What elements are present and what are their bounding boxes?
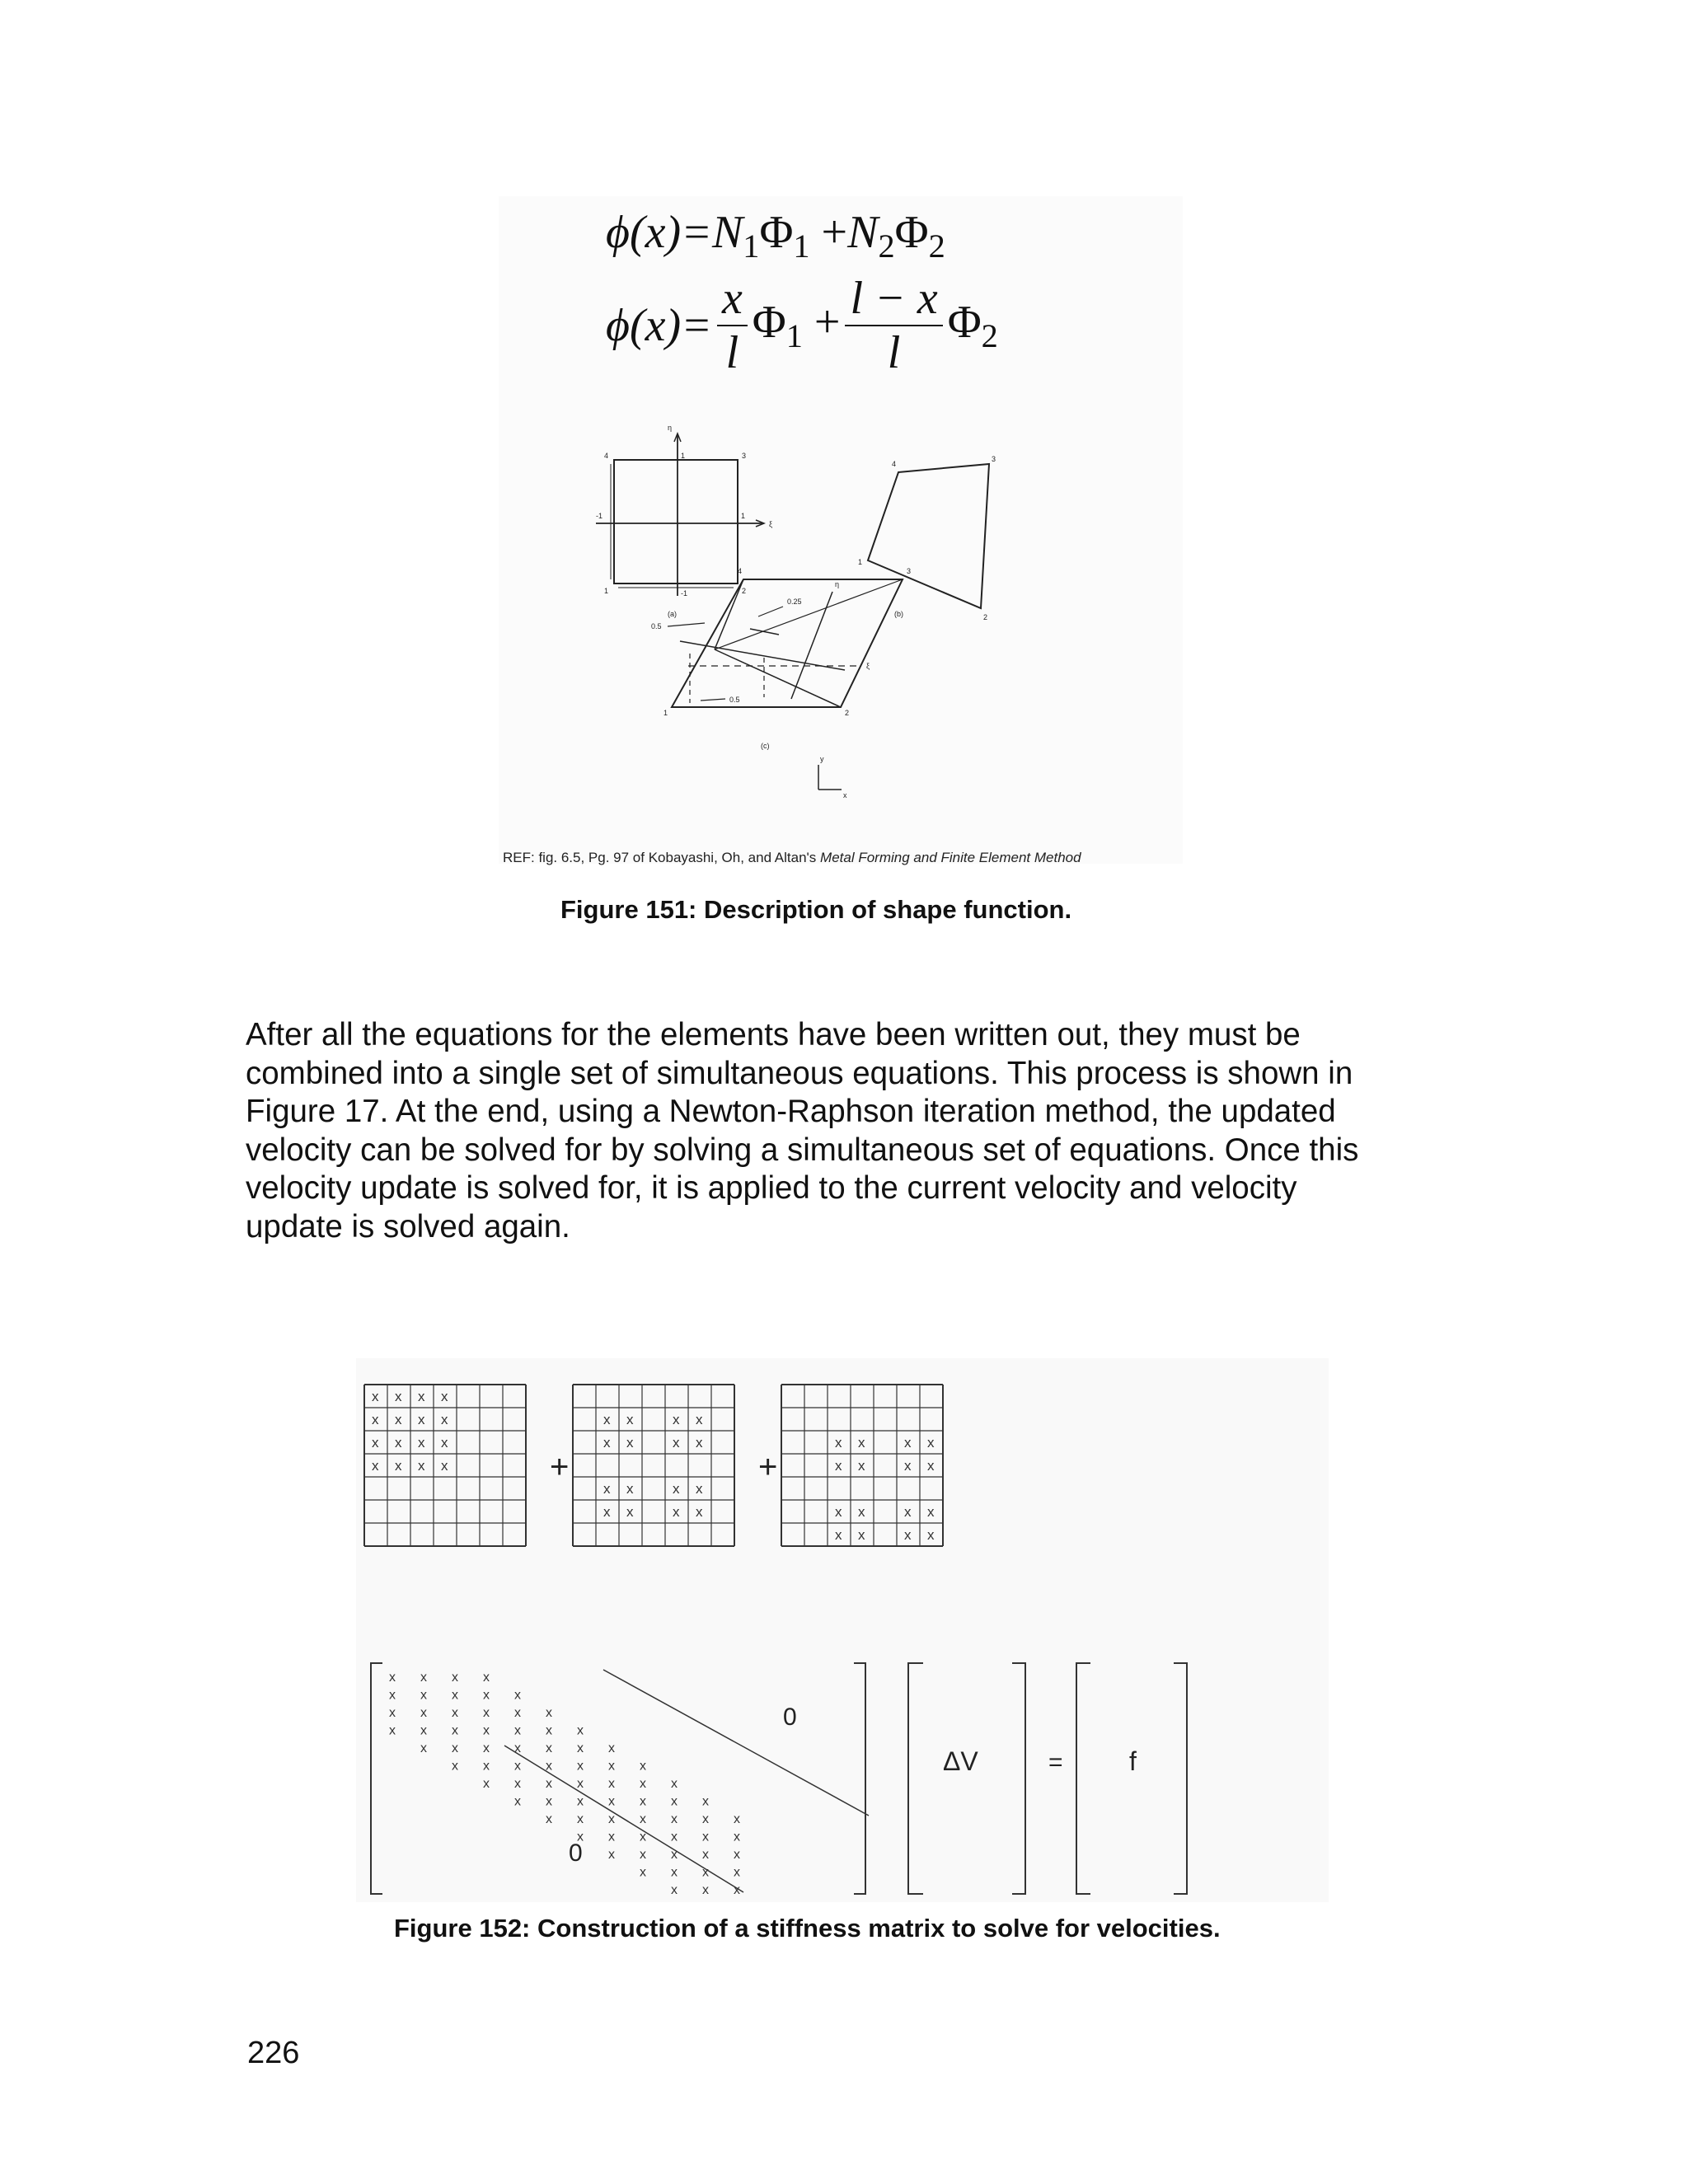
diagram-c-node-3: 3	[907, 567, 912, 575]
diagram-c-node-2: 2	[845, 709, 850, 717]
global-matrix-entry: x	[577, 1777, 584, 1791]
eq2-phi1-sub: 1	[785, 317, 803, 355]
global-matrix-entry: x	[514, 1706, 521, 1720]
global-matrix-entry: x	[483, 1741, 490, 1755]
matrix-entry: x	[858, 1435, 865, 1451]
reference-book-title: Metal Forming and Finite Element Method	[820, 850, 1081, 865]
global-matrix-entry: x	[546, 1794, 552, 1809]
global-matrix-entry: x	[483, 1777, 490, 1791]
diagram-c-value-0-25: 0.25	[787, 598, 802, 606]
matrix-entry: x	[858, 1504, 865, 1520]
global-matrix-right-bracket	[854, 1663, 865, 1894]
global-matrix-entry: x	[483, 1723, 490, 1738]
paragraph-line-4: velocity can be solved for by solving a simultaneous set of equations. Once this	[246, 1132, 1359, 1168]
global-matrix-entry: x	[420, 1706, 427, 1720]
equation-2	[606, 275, 998, 376]
matrix-entry: x	[603, 1412, 611, 1427]
matrix-entry: x	[673, 1412, 680, 1427]
matrix-entry: x	[835, 1458, 842, 1474]
eq1-plus: +	[821, 207, 848, 258]
global-matrix-entry: x	[514, 1794, 521, 1809]
matrix-entry: x	[696, 1412, 703, 1427]
shape-function-diagrams	[499, 419, 1183, 855]
matrix-entry: x	[372, 1389, 379, 1404]
element-matrix-2	[573, 1385, 734, 1546]
diagram-a-neg1-x: -1	[596, 512, 603, 520]
global-matrix-entry: x	[608, 1759, 615, 1774]
global-matrix-entry: x	[640, 1865, 646, 1880]
global-matrix-entry: x	[389, 1723, 396, 1738]
global-matrix-entry: x	[702, 1883, 709, 1897]
global-matrix-entry: x	[671, 1812, 678, 1826]
global-matrix-entry: x	[577, 1759, 584, 1774]
global-matrix-entry: x	[452, 1759, 458, 1774]
global-matrix-entry: x	[671, 1777, 678, 1791]
global-matrix-entry: x	[702, 1848, 709, 1862]
matrix-entry: x	[372, 1435, 379, 1451]
global-matrix-entry: x	[483, 1706, 490, 1720]
matrix-entry: x	[858, 1458, 865, 1474]
matrix-entry: x	[441, 1458, 448, 1474]
matrix-entry: x	[418, 1435, 425, 1451]
global-matrix-entry: x	[734, 1830, 740, 1844]
plus-sign-2: +	[758, 1449, 778, 1485]
element-matrix-3	[781, 1385, 943, 1546]
element-matrix-1	[364, 1385, 526, 1546]
global-matrix-entry: x	[702, 1865, 709, 1880]
matrix-entry: x	[395, 1435, 402, 1451]
paragraph-line-6: update is solved again.	[246, 1208, 570, 1244]
upper-band-diagonal	[603, 1670, 869, 1816]
global-matrix-entry: x	[640, 1794, 646, 1809]
global-matrix-entry: x	[577, 1794, 584, 1809]
eq2-phi2: Φ	[947, 296, 982, 348]
matrix-entry: x	[441, 1389, 448, 1404]
diagram-a-node-1: 1	[604, 587, 609, 595]
diagram-c-node-1: 1	[663, 709, 668, 717]
diagram-c-eta-label: η	[835, 580, 840, 588]
matrix-entry: x	[418, 1412, 425, 1427]
f-left-bracket	[1076, 1663, 1090, 1894]
diagram-c-eta-axis	[791, 592, 832, 699]
matrix-entry: x	[904, 1458, 912, 1474]
global-matrix-entry: x	[420, 1723, 427, 1738]
diagram-b-y-label: y	[820, 755, 824, 763]
global-matrix-entry: x	[389, 1688, 396, 1703]
matrix-entry: x	[626, 1481, 634, 1497]
global-matrix-entry: x	[389, 1706, 396, 1720]
diagram-c-value-0-5-left: 0.5	[651, 622, 662, 630]
matrix-entry: x	[904, 1504, 912, 1520]
matrix-entry: x	[626, 1504, 634, 1520]
global-matrix-entry: x	[734, 1865, 740, 1880]
matrix-entry: x	[395, 1389, 402, 1404]
matrix-entry: x	[927, 1527, 935, 1543]
diagram-b-node-1: 1	[858, 558, 863, 566]
global-matrix-entry: x	[577, 1723, 584, 1738]
eq1-n2-sub: 2	[878, 227, 895, 265]
diagram-a-pos1-y: 1	[681, 452, 686, 460]
diagram-a-pos1-x: 1	[741, 512, 746, 520]
matrix-entry: x	[441, 1412, 448, 1427]
global-matrix-entry: x	[702, 1794, 709, 1809]
global-matrix-entry: x	[671, 1830, 678, 1844]
matrix-entry: x	[835, 1527, 842, 1543]
diagram-b-x-label: x	[843, 791, 847, 799]
global-matrix-entry: x	[608, 1794, 615, 1809]
matrix-entry: x	[927, 1458, 935, 1474]
diagram-c-node-4: 4	[738, 567, 743, 575]
figure-151-reference	[503, 850, 1081, 866]
diagram-a-label: (a)	[668, 610, 677, 618]
global-matrix-entry: x	[640, 1759, 646, 1774]
diagram-c-xi-label: ξ	[866, 662, 870, 670]
global-matrix-entry: x	[546, 1741, 552, 1755]
matrix-entry: x	[927, 1504, 935, 1520]
equals-sign: =	[1048, 1749, 1063, 1776]
global-matrix-entry: x	[514, 1723, 521, 1738]
global-matrix-entry: x	[546, 1812, 552, 1826]
global-matrix-entry: x	[452, 1741, 458, 1755]
figure-152	[356, 1358, 1329, 1902]
diagram-b-quadrilateral	[868, 464, 989, 608]
upper-zero-label: 0	[783, 1704, 797, 1731]
global-matrix-entry: x	[452, 1706, 458, 1720]
matrix-entry: x	[603, 1504, 611, 1520]
eq2-phi1: Φ	[752, 296, 786, 348]
global-matrix-entry: x	[452, 1723, 458, 1738]
figure-152-caption: Figure 152: Construction of a stiffness matrix to solve for velocities.	[394, 1914, 1221, 1943]
eq2-fraction-1	[717, 275, 748, 376]
matrix-entry: x	[441, 1435, 448, 1451]
equation-1	[606, 206, 945, 265]
matrix-entry: x	[835, 1504, 842, 1520]
paragraph-line-5: velocity update is solved for, it is applied to the current velocity and velocity	[246, 1170, 1297, 1206]
eq1-phi1: Φ	[759, 207, 794, 258]
matrix-entry: x	[673, 1435, 680, 1451]
diagram-a-node-2: 2	[742, 587, 747, 595]
eq1-n2: N	[847, 207, 879, 258]
matrix-entry: x	[835, 1435, 842, 1451]
global-matrix-entry: x	[702, 1812, 709, 1826]
matrix-entry: x	[603, 1481, 611, 1497]
global-matrix-entry: x	[420, 1741, 427, 1755]
paragraph-line-2: combined into a single set of simultaneous equations. This process is shown in	[246, 1055, 1353, 1091]
matrix-entry: x	[904, 1527, 912, 1543]
eq2-num2: l − x	[845, 275, 942, 326]
diagram-c-label: (c)	[761, 742, 770, 750]
global-matrix-entry: x	[420, 1671, 427, 1685]
matrix-entry: x	[418, 1458, 425, 1474]
lower-zero-label: 0	[569, 1840, 583, 1867]
global-matrix-entry: x	[608, 1741, 615, 1755]
diagram-b-node-3: 3	[992, 455, 996, 463]
diagram-b-node-4: 4	[892, 460, 897, 468]
matrix-entry: x	[395, 1458, 402, 1474]
global-matrix-entry: x	[452, 1688, 458, 1703]
global-matrix-entry: x	[514, 1688, 521, 1703]
global-matrix-entry: x	[608, 1830, 615, 1844]
global-matrix-entry: x	[452, 1671, 458, 1685]
diagram-a-node-4: 4	[604, 452, 609, 460]
eq2-fraction-2	[845, 275, 942, 376]
eq2-phi2-sub: 2	[981, 317, 998, 355]
eq1-lhs: ϕ(x)=	[606, 207, 712, 258]
global-matrix-entry: x	[734, 1883, 740, 1897]
stiffness-matrix-diagram	[356, 1358, 1329, 1902]
global-matrix-entry: x	[671, 1794, 678, 1809]
eq2-num1: x	[717, 275, 748, 326]
page-number: 226	[247, 2036, 300, 2070]
global-matrix-entry: x	[734, 1848, 740, 1862]
eq1-phi1-sub: 1	[793, 227, 810, 265]
global-matrix-entry: x	[514, 1777, 521, 1791]
matrix-entry: x	[395, 1412, 402, 1427]
global-matrix-entry: x	[483, 1688, 490, 1703]
matrix-entry: x	[927, 1435, 935, 1451]
matrix-entry: x	[904, 1435, 912, 1451]
eq2-den2: l	[887, 327, 901, 378]
global-matrix-entry: x	[640, 1812, 646, 1826]
figure-151-caption: Figure 151: Description of shape function.	[560, 895, 1072, 924]
global-matrix-entry: x	[514, 1759, 521, 1774]
eq1-n1-sub: 1	[743, 227, 760, 265]
delta-v-right-bracket	[1012, 1663, 1025, 1894]
global-matrix-entry: x	[546, 1706, 552, 1720]
global-matrix-entry: x	[546, 1723, 552, 1738]
diagram-a-square	[614, 460, 738, 583]
diagram-a-neg1-y: -1	[681, 589, 688, 598]
matrix-entry: x	[696, 1435, 703, 1451]
matrix-entry: x	[626, 1435, 634, 1451]
diagram-a-eta-label: η	[668, 424, 673, 432]
global-matrix-entry: x	[577, 1830, 584, 1844]
global-matrix-entry: x	[671, 1865, 678, 1880]
matrix-entry: x	[696, 1504, 703, 1520]
body-paragraph	[246, 1016, 1449, 1246]
matrix-entry: x	[603, 1435, 611, 1451]
global-matrix-entry: x	[702, 1830, 709, 1844]
global-matrix-entry: x	[640, 1848, 646, 1862]
paragraph-line-3: Figure 17. At the end, using a Newton-Raphson iteration method, the updated	[246, 1094, 1336, 1129]
global-matrix-entry: x	[546, 1777, 552, 1791]
global-matrix-entry: x	[640, 1777, 646, 1791]
global-matrix-entry: x	[546, 1759, 552, 1774]
matrix-entry: x	[673, 1504, 680, 1520]
matrix-entry: x	[372, 1458, 379, 1474]
force-vector-label: f	[1129, 1746, 1137, 1776]
diagram-a-node-3: 3	[742, 452, 747, 460]
matrix-entry: x	[858, 1527, 865, 1543]
diagram-b-node-2: 2	[983, 613, 988, 621]
global-matrix-entry: x	[420, 1688, 427, 1703]
matrix-entry: x	[418, 1389, 425, 1404]
plus-sign-1: +	[550, 1449, 570, 1485]
f-right-bracket	[1174, 1663, 1187, 1894]
global-matrix-entry: x	[608, 1777, 615, 1791]
global-matrix-entry: x	[734, 1812, 740, 1826]
figure-151	[499, 196, 1183, 864]
eq2-lhs: ϕ(x)=	[606, 300, 712, 351]
eq1-phi2-sub: 2	[928, 227, 945, 265]
paragraph-line-1: After all the equations for the elements have been written out, they must be	[246, 1017, 1301, 1052]
eq1-phi2: Φ	[894, 207, 929, 258]
global-matrix-entry: x	[577, 1741, 584, 1755]
matrix-entry: x	[372, 1412, 379, 1427]
global-matrix-entry: x	[389, 1671, 396, 1685]
matrix-entry: x	[626, 1412, 634, 1427]
diagram-a-xi-label: ξ	[769, 520, 773, 528]
eq2-den1: l	[725, 327, 739, 378]
diagram-c-value-0-5-bottom: 0.5	[729, 696, 740, 704]
eq1-n1: N	[711, 207, 743, 258]
global-matrix-entry: x	[577, 1812, 584, 1826]
global-matrix-entry: x	[640, 1830, 646, 1844]
global-matrix-entry: x	[483, 1759, 490, 1774]
delta-v-left-bracket	[908, 1663, 923, 1894]
global-matrix-entry: x	[608, 1848, 615, 1862]
global-matrix-entry: x	[608, 1812, 615, 1826]
delta-v-label: ΔV	[943, 1746, 978, 1776]
global-matrix-entry: x	[514, 1741, 521, 1755]
global-matrix-entry: x	[671, 1883, 678, 1897]
matrix-entry: x	[673, 1481, 680, 1497]
matrix-entry: x	[696, 1481, 703, 1497]
global-matrix-entry: x	[671, 1848, 678, 1862]
eq2-plus: +	[814, 296, 841, 348]
diagram-b-label: (b)	[894, 610, 903, 618]
global-matrix-entry: x	[483, 1671, 490, 1685]
global-matrix-left-bracket	[371, 1663, 382, 1894]
reference-prefix: REF: fig. 6.5, Pg. 97 of Kobayashi, Oh, and Altan's	[503, 850, 817, 865]
